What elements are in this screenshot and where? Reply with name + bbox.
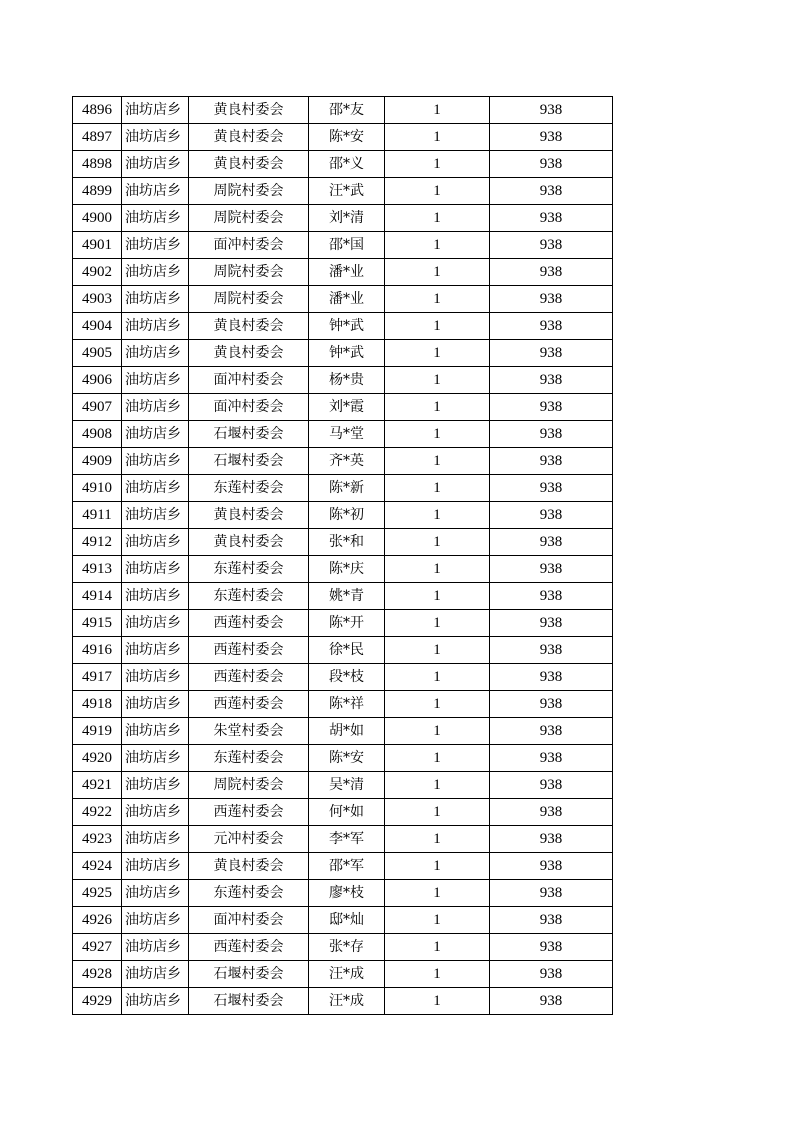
row-number-cell: 4899: [73, 178, 122, 205]
village-committee-cell: 石堰村委会: [189, 421, 309, 448]
village-committee-cell: 西莲村委会: [189, 664, 309, 691]
township-cell: 油坊店乡: [122, 259, 189, 286]
township-cell: 油坊店乡: [122, 286, 189, 313]
count-cell: 1: [385, 610, 490, 637]
count-cell: 1: [385, 421, 490, 448]
township-cell: 油坊店乡: [122, 97, 189, 124]
table-row: [73, 934, 613, 961]
township-cell: 油坊店乡: [122, 421, 189, 448]
amount-cell: 938: [490, 421, 613, 448]
township-cell: 油坊店乡: [122, 961, 189, 988]
amount-cell: 938: [490, 367, 613, 394]
village-committee-cell: 周院村委会: [189, 286, 309, 313]
township-cell: 油坊店乡: [122, 475, 189, 502]
amount-cell: 938: [490, 502, 613, 529]
amount-cell: 938: [490, 799, 613, 826]
table-row: [73, 826, 613, 853]
row-number-cell: 4903: [73, 286, 122, 313]
village-committee-cell: 元冲村委会: [189, 826, 309, 853]
person-name-cell: 姚*青: [309, 583, 385, 610]
table-row: [73, 907, 613, 934]
township-cell: 油坊店乡: [122, 934, 189, 961]
row-number-cell: 4929: [73, 988, 122, 1015]
village-committee-cell: 面冲村委会: [189, 907, 309, 934]
township-cell: 油坊店乡: [122, 637, 189, 664]
table-row: [73, 232, 613, 259]
amount-cell: 938: [490, 880, 613, 907]
table-row: [73, 340, 613, 367]
table-row: [73, 205, 613, 232]
row-number-cell: 4918: [73, 691, 122, 718]
village-committee-cell: 黄良村委会: [189, 313, 309, 340]
village-committee-cell: 石堰村委会: [189, 448, 309, 475]
township-cell: 油坊店乡: [122, 691, 189, 718]
amount-cell: 938: [490, 151, 613, 178]
person-name-cell: 汪*武: [309, 178, 385, 205]
count-cell: 1: [385, 502, 490, 529]
table-row: [73, 745, 613, 772]
person-name-cell: 陈*开: [309, 610, 385, 637]
table-row: [73, 880, 613, 907]
row-number-cell: 4898: [73, 151, 122, 178]
row-number-cell: 4925: [73, 880, 122, 907]
person-name-cell: 汪*成: [309, 988, 385, 1015]
township-cell: 油坊店乡: [122, 232, 189, 259]
person-name-cell: 邵*军: [309, 853, 385, 880]
village-committee-cell: 西莲村委会: [189, 691, 309, 718]
count-cell: 1: [385, 826, 490, 853]
amount-cell: 938: [490, 988, 613, 1015]
person-name-cell: 陈*安: [309, 124, 385, 151]
row-number-cell: 4911: [73, 502, 122, 529]
table-row: [73, 691, 613, 718]
table-row: [73, 313, 613, 340]
count-cell: 1: [385, 799, 490, 826]
village-committee-cell: 黄良村委会: [189, 97, 309, 124]
village-committee-cell: 黄良村委会: [189, 124, 309, 151]
village-committee-cell: 东莲村委会: [189, 475, 309, 502]
amount-cell: 938: [490, 259, 613, 286]
amount-cell: 938: [490, 853, 613, 880]
township-cell: 油坊店乡: [122, 340, 189, 367]
village-committee-cell: 黄良村委会: [189, 502, 309, 529]
table-row: [73, 475, 613, 502]
amount-cell: 938: [490, 664, 613, 691]
count-cell: 1: [385, 961, 490, 988]
amount-cell: 938: [490, 475, 613, 502]
table-row: [73, 961, 613, 988]
table-row: [73, 799, 613, 826]
row-number-cell: 4915: [73, 610, 122, 637]
row-number-cell: 4906: [73, 367, 122, 394]
count-cell: 1: [385, 637, 490, 664]
township-cell: 油坊店乡: [122, 853, 189, 880]
township-cell: 油坊店乡: [122, 583, 189, 610]
row-number-cell: 4920: [73, 745, 122, 772]
person-name-cell: 刘*清: [309, 205, 385, 232]
township-cell: 油坊店乡: [122, 313, 189, 340]
township-cell: 油坊店乡: [122, 745, 189, 772]
amount-cell: 938: [490, 637, 613, 664]
township-cell: 油坊店乡: [122, 556, 189, 583]
row-number-cell: 4904: [73, 313, 122, 340]
amount-cell: 938: [490, 205, 613, 232]
amount-cell: 938: [490, 232, 613, 259]
person-name-cell: 邵*国: [309, 232, 385, 259]
person-name-cell: 杨*贵: [309, 367, 385, 394]
row-number-cell: 4914: [73, 583, 122, 610]
count-cell: 1: [385, 934, 490, 961]
township-cell: 油坊店乡: [122, 988, 189, 1015]
count-cell: 1: [385, 691, 490, 718]
amount-cell: 938: [490, 907, 613, 934]
table-row: [73, 448, 613, 475]
person-name-cell: 廖*枝: [309, 880, 385, 907]
row-number-cell: 4909: [73, 448, 122, 475]
table-row: [73, 421, 613, 448]
table-row: [73, 988, 613, 1015]
count-cell: 1: [385, 988, 490, 1015]
amount-cell: 938: [490, 394, 613, 421]
table-row: [73, 529, 613, 556]
village-committee-cell: 东莲村委会: [189, 880, 309, 907]
township-cell: 油坊店乡: [122, 880, 189, 907]
township-cell: 油坊店乡: [122, 907, 189, 934]
row-number-cell: 4919: [73, 718, 122, 745]
village-committee-cell: 黄良村委会: [189, 529, 309, 556]
person-name-cell: 李*军: [309, 826, 385, 853]
person-name-cell: 潘*业: [309, 259, 385, 286]
table-row: [73, 556, 613, 583]
amount-cell: 938: [490, 448, 613, 475]
table-row: [73, 97, 613, 124]
person-name-cell: 邵*友: [309, 97, 385, 124]
table-row: [73, 718, 613, 745]
person-name-cell: 齐*英: [309, 448, 385, 475]
table-row: [73, 772, 613, 799]
village-committee-cell: 石堰村委会: [189, 988, 309, 1015]
row-number-cell: 4905: [73, 340, 122, 367]
count-cell: 1: [385, 124, 490, 151]
table-row: [73, 664, 613, 691]
row-number-cell: 4900: [73, 205, 122, 232]
table-row: [73, 583, 613, 610]
township-cell: 油坊店乡: [122, 448, 189, 475]
count-cell: 1: [385, 259, 490, 286]
amount-cell: 938: [490, 529, 613, 556]
village-committee-cell: 东莲村委会: [189, 583, 309, 610]
person-name-cell: 邵*义: [309, 151, 385, 178]
count-cell: 1: [385, 448, 490, 475]
table-row: [73, 286, 613, 313]
township-cell: 油坊店乡: [122, 529, 189, 556]
amount-cell: 938: [490, 286, 613, 313]
count-cell: 1: [385, 853, 490, 880]
amount-cell: 938: [490, 745, 613, 772]
person-name-cell: 段*枝: [309, 664, 385, 691]
count-cell: 1: [385, 205, 490, 232]
village-committee-cell: 面冲村委会: [189, 394, 309, 421]
count-cell: 1: [385, 394, 490, 421]
person-name-cell: 钟*武: [309, 313, 385, 340]
village-committee-cell: 面冲村委会: [189, 367, 309, 394]
village-committee-cell: 周院村委会: [189, 259, 309, 286]
count-cell: 1: [385, 340, 490, 367]
village-committee-cell: 黄良村委会: [189, 340, 309, 367]
count-cell: 1: [385, 367, 490, 394]
count-cell: 1: [385, 556, 490, 583]
count-cell: 1: [385, 286, 490, 313]
village-committee-cell: 周院村委会: [189, 178, 309, 205]
amount-cell: 938: [490, 583, 613, 610]
count-cell: 1: [385, 745, 490, 772]
row-number-cell: 4907: [73, 394, 122, 421]
roster-table-body: [73, 97, 613, 1015]
row-number-cell: 4910: [73, 475, 122, 502]
person-name-cell: 陈*庆: [309, 556, 385, 583]
table-row: [73, 637, 613, 664]
township-cell: 油坊店乡: [122, 151, 189, 178]
table-row: [73, 178, 613, 205]
row-number-cell: 4923: [73, 826, 122, 853]
row-number-cell: 4927: [73, 934, 122, 961]
roster-table: [72, 96, 613, 1015]
table-row: [73, 853, 613, 880]
village-committee-cell: 西莲村委会: [189, 610, 309, 637]
amount-cell: 938: [490, 124, 613, 151]
amount-cell: 938: [490, 97, 613, 124]
person-name-cell: 邸*灿: [309, 907, 385, 934]
row-number-cell: 4916: [73, 637, 122, 664]
person-name-cell: 汪*成: [309, 961, 385, 988]
row-number-cell: 4912: [73, 529, 122, 556]
person-name-cell: 陈*安: [309, 745, 385, 772]
person-name-cell: 陈*祥: [309, 691, 385, 718]
village-committee-cell: 东莲村委会: [189, 745, 309, 772]
person-name-cell: 胡*如: [309, 718, 385, 745]
row-number-cell: 4913: [73, 556, 122, 583]
amount-cell: 938: [490, 691, 613, 718]
township-cell: 油坊店乡: [122, 367, 189, 394]
amount-cell: 938: [490, 556, 613, 583]
village-committee-cell: 西莲村委会: [189, 799, 309, 826]
village-committee-cell: 西莲村委会: [189, 934, 309, 961]
count-cell: 1: [385, 880, 490, 907]
row-number-cell: 4896: [73, 97, 122, 124]
row-number-cell: 4902: [73, 259, 122, 286]
township-cell: 油坊店乡: [122, 826, 189, 853]
row-number-cell: 4921: [73, 772, 122, 799]
count-cell: 1: [385, 97, 490, 124]
person-name-cell: 钟*武: [309, 340, 385, 367]
village-committee-cell: 黄良村委会: [189, 151, 309, 178]
village-committee-cell: 周院村委会: [189, 772, 309, 799]
count-cell: 1: [385, 151, 490, 178]
township-cell: 油坊店乡: [122, 124, 189, 151]
count-cell: 1: [385, 664, 490, 691]
person-name-cell: 何*如: [309, 799, 385, 826]
table-row: [73, 151, 613, 178]
count-cell: 1: [385, 718, 490, 745]
village-committee-cell: 石堰村委会: [189, 961, 309, 988]
amount-cell: 938: [490, 610, 613, 637]
amount-cell: 938: [490, 772, 613, 799]
count-cell: 1: [385, 907, 490, 934]
township-cell: 油坊店乡: [122, 772, 189, 799]
row-number-cell: 4901: [73, 232, 122, 259]
row-number-cell: 4897: [73, 124, 122, 151]
row-number-cell: 4926: [73, 907, 122, 934]
table-row: [73, 367, 613, 394]
township-cell: 油坊店乡: [122, 610, 189, 637]
township-cell: 油坊店乡: [122, 205, 189, 232]
row-number-cell: 4922: [73, 799, 122, 826]
amount-cell: 938: [490, 178, 613, 205]
township-cell: 油坊店乡: [122, 178, 189, 205]
row-number-cell: 4917: [73, 664, 122, 691]
person-name-cell: 马*堂: [309, 421, 385, 448]
amount-cell: 938: [490, 934, 613, 961]
amount-cell: 938: [490, 313, 613, 340]
amount-cell: 938: [490, 340, 613, 367]
village-committee-cell: 西莲村委会: [189, 637, 309, 664]
table-row: [73, 610, 613, 637]
village-committee-cell: 东莲村委会: [189, 556, 309, 583]
village-committee-cell: 面冲村委会: [189, 232, 309, 259]
person-name-cell: 吴*清: [309, 772, 385, 799]
person-name-cell: 陈*新: [309, 475, 385, 502]
table-row: [73, 124, 613, 151]
township-cell: 油坊店乡: [122, 799, 189, 826]
table-row: [73, 502, 613, 529]
township-cell: 油坊店乡: [122, 502, 189, 529]
township-cell: 油坊店乡: [122, 394, 189, 421]
count-cell: 1: [385, 313, 490, 340]
count-cell: 1: [385, 232, 490, 259]
row-number-cell: 4924: [73, 853, 122, 880]
amount-cell: 938: [490, 826, 613, 853]
row-number-cell: 4928: [73, 961, 122, 988]
person-name-cell: 张*和: [309, 529, 385, 556]
row-number-cell: 4908: [73, 421, 122, 448]
township-cell: 油坊店乡: [122, 664, 189, 691]
count-cell: 1: [385, 583, 490, 610]
township-cell: 油坊店乡: [122, 718, 189, 745]
person-name-cell: 陈*初: [309, 502, 385, 529]
amount-cell: 938: [490, 961, 613, 988]
village-committee-cell: 朱堂村委会: [189, 718, 309, 745]
person-name-cell: 潘*业: [309, 286, 385, 313]
amount-cell: 938: [490, 718, 613, 745]
count-cell: 1: [385, 772, 490, 799]
person-name-cell: 徐*民: [309, 637, 385, 664]
person-name-cell: 刘*霞: [309, 394, 385, 421]
count-cell: 1: [385, 178, 490, 205]
person-name-cell: 张*存: [309, 934, 385, 961]
village-committee-cell: 黄良村委会: [189, 853, 309, 880]
count-cell: 1: [385, 475, 490, 502]
village-committee-cell: 周院村委会: [189, 205, 309, 232]
count-cell: 1: [385, 529, 490, 556]
table-row: [73, 259, 613, 286]
table-row: [73, 394, 613, 421]
